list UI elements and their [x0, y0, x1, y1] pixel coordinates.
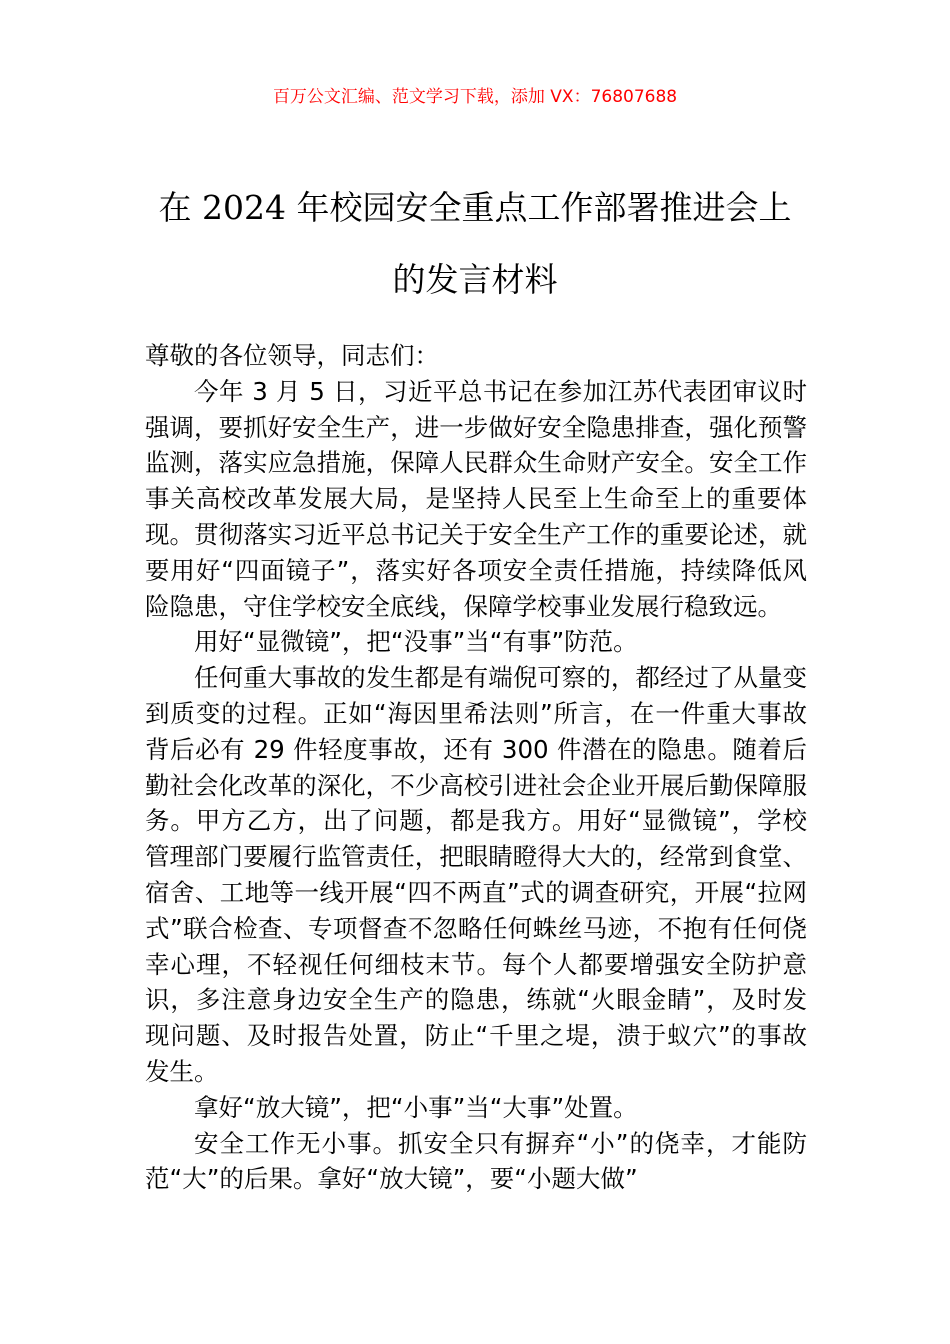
paragraph-2: 任何重大事故的发生都是有端倪可察的，都经过了从量变到质变的过程。正如“海因里希法则”所言，在一件重大事故背后必有 29 件轻度事故，还有 300 件潜在的隐患。随着后勤社会化改革的深化，不少高校引进社会企业开展后勤保障服务。甲方乙方，出了问题，都是我方。用好“显微镜”，学校管理部门要履行监管责任，把眼睛瞪得大大的，经常到食堂、宿舍、工地等一线开展“四不两直”式的调查研究，开展“拉网式”联合检查、专项督查不忽略任何蛛丝马迹，不抱有任何侥幸心理，不轻视任何细枝末节。每个人都要增强安全防护意识，多注意身边安全生产的隐患，练就“火眼金睛”，及时发现问题、及时报告处置，防止“千里之堤，溃于蚁穴”的事故发生。 — [145, 663, 807, 1086]
title-line-2: 的发言材料 — [392, 260, 558, 299]
section-heading-microscope: 用好“显微镜”，把“没事”当“有事”防范。 — [194, 627, 638, 657]
section-heading-magnifier: 拿好“放大镜”，把“小事”当“大事”处置。 — [194, 1092, 638, 1122]
salutation: 尊敬的各位领导，同志们： — [145, 341, 439, 370]
document-title — [120, 172, 830, 316]
paragraph-1: 今年 3 月 5 日，习近平总书记在参加江苏代表团审议时强调，要抓好安全生产，进一步做好安全隐患排查，强化预警监测，落实应急措施，保障人民群众生命财产安全。安全工作事关高校改革发展大局，是坚持人民至上生命至上的重要体现。贯彻落实习近平总书记关于安全生产工作的重要论述，就要用好“四面镜子”，落实好各项安全责任措施，持续降低风险隐患，守住学校安全底线，保障学校事业发展行稳致远。 — [145, 376, 807, 621]
paragraph-3: 安全工作无小事。抓安全只有摒弃“小”的侥幸，才能防范“大”的后果。拿好“放大镜”，要“小题大做” — [145, 1128, 807, 1194]
header-promo-note: 百万公文汇编、范文学习下载，添加 VX：76807688 — [272, 87, 678, 107]
title-line-1: 在 2024 年校园安全重点工作部署推进会上 — [158, 188, 792, 227]
document-body — [145, 338, 807, 1197]
